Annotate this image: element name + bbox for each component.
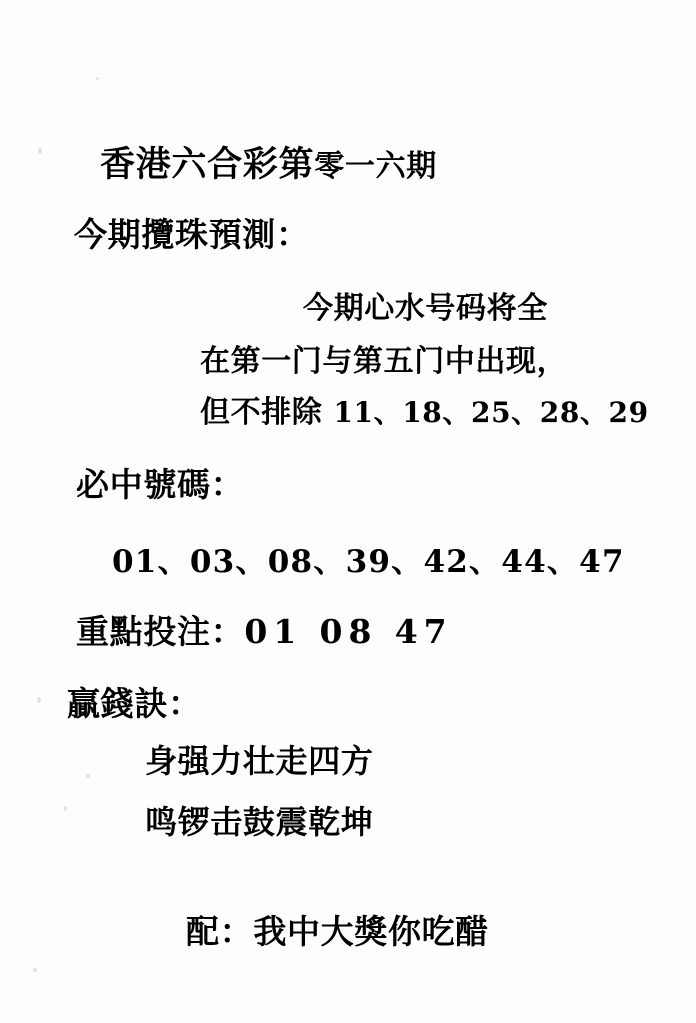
- prediction-line-3: [200, 387, 649, 431]
- title-main-text: 香港六合彩第: [100, 144, 315, 185]
- document-title: [100, 137, 437, 187]
- verse-line-1: 身强力壮走四方: [145, 742, 374, 780]
- prediction-line-1: 今期心水号码将全: [303, 291, 548, 326]
- scan-speck: [33, 968, 37, 972]
- pair-text: 我中大獎你吃醋: [253, 912, 489, 951]
- document-subtitle: 今期攬珠預測：: [74, 215, 310, 254]
- must-hit-label: 必中號碼：: [76, 465, 245, 504]
- must-hit-numbers: 01、03、08、39、42、44、47: [112, 544, 625, 580]
- pair-label: 配：: [186, 912, 254, 951]
- scan-speck: [37, 697, 41, 703]
- scan-speck: [64, 806, 67, 811]
- verse-line-2: 鸣锣击鼓震乾坤: [145, 803, 374, 841]
- focus-bet-numbers: 01 08 47: [244, 612, 453, 651]
- scan-speck: [86, 774, 90, 778]
- focus-bet-row: [76, 606, 453, 653]
- title-issue-text: 零一六期: [314, 149, 438, 184]
- pair-row: [186, 906, 489, 953]
- win-formula-label: 贏錢訣：: [67, 684, 202, 723]
- prediction-line-2: 在第一门与第五门中出现，: [200, 344, 568, 379]
- scan-speck: [96, 77, 99, 80]
- focus-bet-label: 重點投注：: [76, 612, 245, 651]
- prediction-exclusion-numbers: 11、18、25、28、29: [333, 396, 649, 429]
- scan-speck: [38, 148, 42, 154]
- prediction-exclusion-prefix: 但不排除: [200, 395, 334, 430]
